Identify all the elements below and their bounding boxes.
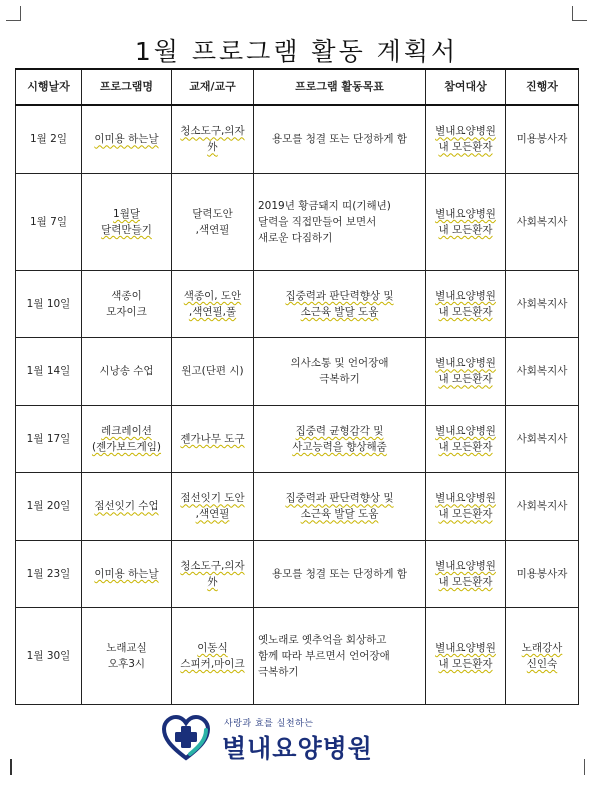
table-header-row xyxy=(16,69,579,105)
cell-leader: 사회복지사 xyxy=(506,338,579,406)
cell-goal: 집중력과 판단력향상 및 소근육 발달 도움 xyxy=(254,270,426,338)
table-row xyxy=(16,173,579,270)
cell-target: 별내요양병원 내 모든환자 xyxy=(426,173,506,270)
cell-date: 1월 20일 xyxy=(16,473,82,541)
cell-goal: 용모를 청결 또는 단정하게 함 xyxy=(254,540,426,608)
cell-materials: 청소도구,의자外 xyxy=(172,540,254,608)
cell-materials: 색종이, 도안 ,색연필,풀 xyxy=(172,270,254,338)
hospital-name: 별내요양병원 xyxy=(222,734,373,763)
cell-target: 별내요양병원 내 모든환자 xyxy=(426,608,506,705)
column-header-leader: 진행자 xyxy=(506,69,579,105)
cell-target: 별내요양병원 내 모든환자 xyxy=(426,405,506,473)
cell-program: 이미용 하는날 xyxy=(82,105,172,173)
cell-leader: 사회복지사 xyxy=(506,173,579,270)
cell-leader: 미용봉사자 xyxy=(506,540,579,608)
cell-materials: 점선잇기 도안 ,색연필 xyxy=(172,473,254,541)
crop-mark-top-right xyxy=(572,6,587,21)
cell-date: 1월 2일 xyxy=(16,105,82,173)
cell-date: 1월 23일 xyxy=(16,540,82,608)
cell-target: 별내요양병원 내 모든환자 xyxy=(426,338,506,406)
crop-mark-top-left xyxy=(6,6,21,21)
table-row xyxy=(16,338,579,406)
cell-goal: 의사소통 및 언어장애 극복하기 xyxy=(254,338,426,406)
cell-materials: 달력도안 ,색연필 xyxy=(172,173,254,270)
cell-program: 1월달 달력만들기 xyxy=(82,173,172,270)
cell-date: 1월 7일 xyxy=(16,173,82,270)
cell-goal: 집중력과 판단력향상 및 소근육 발달 도움 xyxy=(254,473,426,541)
table-row xyxy=(16,540,579,608)
table-row xyxy=(16,105,579,173)
cell-program: 시낭송 수업 xyxy=(82,338,172,406)
crop-mark-bottom-left xyxy=(10,759,12,775)
column-header-goal: 프로그램 활동목표 xyxy=(254,69,426,105)
hospital-tagline: 사랑과 효를 실천하는 xyxy=(224,719,314,729)
cell-leader: 사회복지사 xyxy=(506,270,579,338)
cell-program: 색종이 모자이크 xyxy=(82,270,172,338)
cell-materials: 원고(단편 시) xyxy=(172,338,254,406)
cell-materials: 청소도구,의자外 xyxy=(172,105,254,173)
table-row xyxy=(16,270,579,338)
table-row xyxy=(16,608,579,705)
hospital-footer xyxy=(160,712,390,764)
column-header-date: 시행날자 xyxy=(16,69,82,105)
cell-date: 1월 10일 xyxy=(16,270,82,338)
table-row xyxy=(16,405,579,473)
cross-heart-icon xyxy=(160,714,212,762)
cell-goal: 2019년 황금돼지 띠(기해년) 달력을 직접만들어 보면서 새로운 다짐하기 xyxy=(254,173,426,270)
cell-target: 별내요양병원 내 모든환자 xyxy=(426,105,506,173)
cell-date: 1월 17일 xyxy=(16,405,82,473)
cell-target: 별내요양병원 내 모든환자 xyxy=(426,473,506,541)
cell-goal: 옛노래로 옛추억을 회상하고 함께 따라 부르면서 언어장애 극복하기 xyxy=(254,608,426,705)
cell-leader: 사회복지사 xyxy=(506,405,579,473)
cell-goal: 집중력 균형감각 및 사고능력을 향상해줌 xyxy=(254,405,426,473)
cell-date: 1월 14일 xyxy=(16,338,82,406)
cell-goal: 용모를 청결 또는 단정하게 함 xyxy=(254,105,426,173)
column-header-materials: 교재/교구 xyxy=(172,69,254,105)
crop-mark-bottom-right xyxy=(584,759,585,775)
cell-leader: 사회복지사 xyxy=(506,473,579,541)
column-header-program: 프로그램명 xyxy=(82,69,172,105)
cell-leader: 미용봉사자 xyxy=(506,105,579,173)
cell-leader: 노래강사 신인숙 xyxy=(506,608,579,705)
page-title: 1월 프로그램 활동 계획서 xyxy=(134,37,459,66)
cell-date: 1월 30일 xyxy=(16,608,82,705)
column-header-target: 참여대상 xyxy=(426,69,506,105)
table-row xyxy=(16,473,579,541)
cell-target: 별내요양병원 내 모든환자 xyxy=(426,540,506,608)
program-plan-table xyxy=(15,68,579,705)
cell-materials: 젠가나무 도구 xyxy=(172,405,254,473)
cell-program: 레크레이션 (젠가보드게임) xyxy=(82,405,172,473)
cell-program: 점선잇기 수업 xyxy=(82,473,172,541)
cell-target: 별내요양병원 내 모든환자 xyxy=(426,270,506,338)
cell-program: 이미용 하는날 xyxy=(82,540,172,608)
cell-materials: 이동식 스피커,마이크 xyxy=(172,608,254,705)
cell-program: 노래교실 오후3시 xyxy=(82,608,172,705)
